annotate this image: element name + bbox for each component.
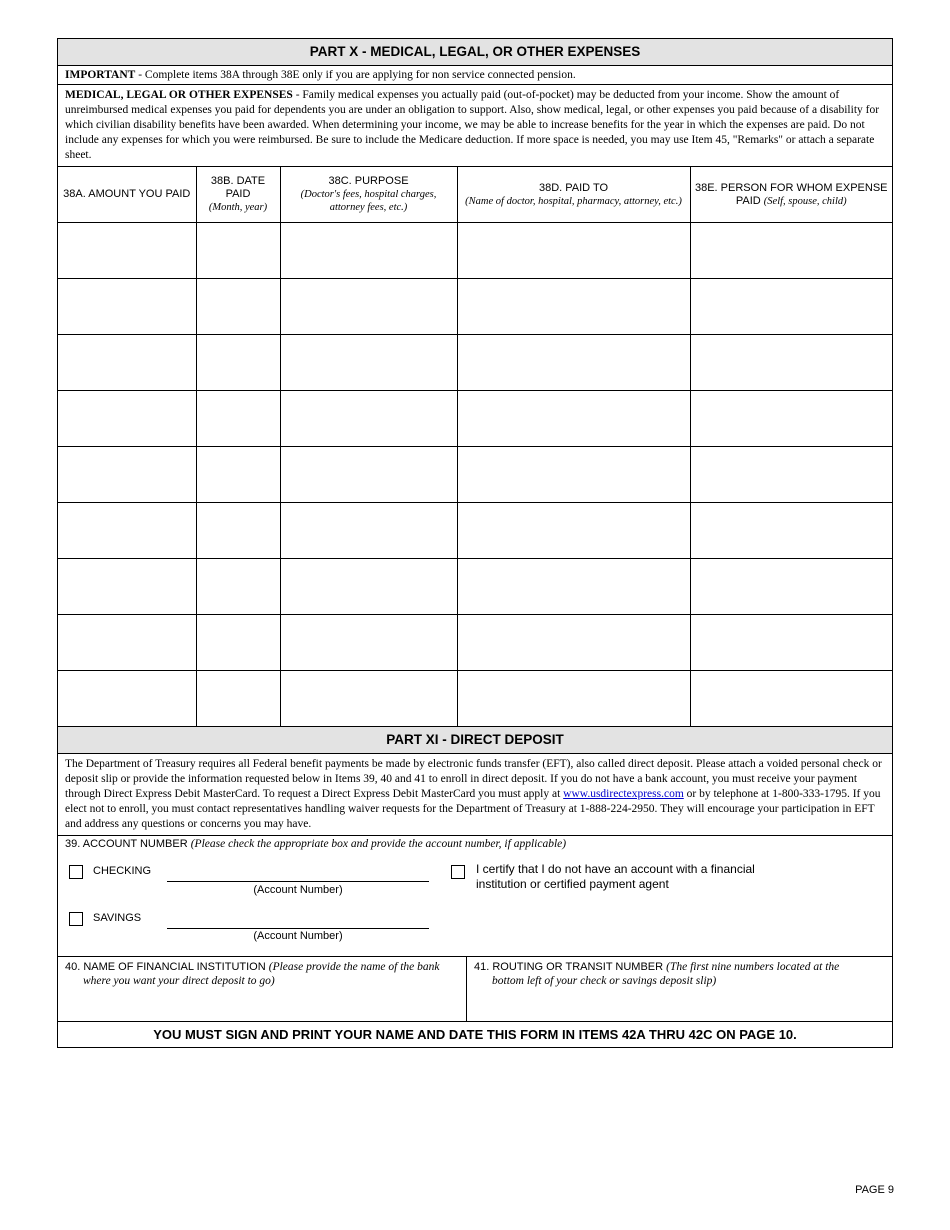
expense-row [58,447,892,503]
item41-label: 41. ROUTING OR TRANSIT NUMBER [474,961,664,973]
expense-cell-date[interactable] [196,223,280,279]
expense-row [58,615,892,671]
va-form-page [57,38,893,1048]
expense-cell-amount[interactable] [58,223,196,279]
expense-cell-purpose[interactable] [280,447,457,503]
expense-cell-person[interactable] [690,671,892,727]
expense-cell-paid-to[interactable] [457,335,690,391]
checking-account-input[interactable] [167,881,429,882]
routing-number-field[interactable] [467,957,892,1021]
item39-hint: (Please check the appropriate box and provide the account number, if applicable) [190,838,567,850]
col-header-amount: 38A. AMOUNT YOU PAID [58,167,196,223]
expense-cell-date[interactable] [196,279,280,335]
expense-cell-amount[interactable] [58,559,196,615]
col-purpose-sub: (Doctor's fees, hospital charges, attorney fees, etc.) [300,189,437,213]
col-header-paid-to: 38D. PAID TO (Name of doctor, hospital, pharmacy, attorney, etc.) [457,167,690,223]
item41-hint-1: (The first nine numbers located at the [666,961,840,973]
expense-cell-date[interactable] [196,559,280,615]
expense-cell-purpose[interactable] [280,391,457,447]
expense-row [58,279,892,335]
checking-checkbox[interactable] [69,865,83,879]
item40-label: 40. NAME OF FINANCIAL INSTITUTION [65,961,266,973]
expense-cell-date[interactable] [196,391,280,447]
expense-cell-amount[interactable] [58,447,196,503]
dd-intro-2: or by telephone at 1-800-333-1795. If you elect not to enroll, you must contact representatives handling waiver requests for the Department of Treasury at 1-888-224-2950. They will encourage your participation in EFT and address any questions or concerns you may have. [65,788,881,830]
expense-row [58,503,892,559]
savings-account-input[interactable] [167,928,429,929]
savings-label: SAVINGS [93,912,142,924]
item40-hint-1: (Please provide the name of the bank [268,961,440,973]
expense-cell-date[interactable] [196,615,280,671]
expense-cell-date[interactable] [196,447,280,503]
col-person-sub: (Self, spouse, child) [763,195,847,207]
expense-cell-paid-to[interactable] [457,447,690,503]
expense-cell-purpose[interactable] [280,503,457,559]
financial-institution-field[interactable] [58,957,467,1021]
expense-cell-date[interactable] [196,503,280,559]
expense-cell-paid-to[interactable] [457,615,690,671]
expense-cell-amount[interactable] [58,391,196,447]
medical-label: MEDICAL, LEGAL OR OTHER EXPENSES [65,89,293,101]
part-x-header: PART X - MEDICAL, LEGAL, OR OTHER EXPENSES [58,39,892,66]
expense-cell-paid-to[interactable] [457,671,690,727]
medical-expenses-instructions [58,85,892,167]
expense-cell-purpose[interactable] [280,671,457,727]
expense-cell-amount[interactable] [58,279,196,335]
page-number: PAGE 9 [855,1184,894,1196]
expense-cell-paid-to[interactable] [457,279,690,335]
expense-cell-person[interactable] [690,223,892,279]
expense-cell-amount[interactable] [58,335,196,391]
col-header-date: 38B. DATE PAID (Month, year) [196,167,280,223]
item39-title: 39. ACCOUNT NUMBER (Please check the appropriate box and provide the account number, if applicable) [65,838,567,850]
expenses-body [58,223,892,727]
expense-cell-person[interactable] [690,615,892,671]
expenses-header-row [58,167,892,223]
col-header-purpose: 38C. PURPOSE (Doctor's fees, hospital charges, attorney fees, etc.) [280,167,457,223]
medical-text: - Family medical expenses you actually paid (out-of-pocket) may be deducted from your income. Show the amount of unreimbursed medical expenses you paid for dependents you are under an obligation to support. Also, show medical, legal, or other expenses you paid because of a disability for which civilian disability benefits have been awarded. When determining your income, we may be able to increase benefits for the year in which the expenses are paid. Do not include any expenses for which you were reimbursed. Be sure to include the Medicare deduction. If more space is needed, you may use Item 45, "Remarks" or attach a separate sheet. [65,89,880,161]
expense-cell-amount[interactable] [58,671,196,727]
col-date-sub: (Month, year) [208,202,268,213]
account-number-section [58,836,892,957]
important-text: - Complete items 38A through 38E only if you are applying for non service connected pension. [135,69,576,81]
expense-cell-paid-to[interactable] [457,223,690,279]
no-account-certify-checkbox[interactable] [451,865,465,879]
expense-cell-person[interactable] [690,279,892,335]
expense-row [58,559,892,615]
item41-hint-2: bottom left of your check or savings deposit slip) [492,975,717,987]
item40-hint-2: where you want your direct deposit to go) [83,975,275,987]
expense-cell-person[interactable] [690,447,892,503]
direct-deposit-instructions [58,754,892,836]
expense-cell-paid-to[interactable] [457,391,690,447]
no-account-certify-text: I certify that I do not have an account with a financial institution or certified payment agent [476,862,755,891]
col-paid-to-sub: (Name of doctor, hospital, pharmacy, attorney, etc.) [465,195,682,207]
checking-account-caption: (Account Number) [253,884,343,896]
expense-cell-date[interactable] [196,335,280,391]
expense-row [58,391,892,447]
expense-cell-person[interactable] [690,503,892,559]
usdirectexpress-link[interactable]: www.usdirectexpress.com [563,788,684,800]
expense-cell-date[interactable] [196,671,280,727]
part-xi-header: PART XI - DIRECT DEPOSIT [58,727,892,754]
important-note [58,66,892,85]
col-header-person: 38E. PERSON FOR WHOM EXPENSE PAID (Self, spouse, child) [690,167,892,223]
sign-instruction: YOU MUST SIGN AND PRINT YOUR NAME AND DATE THIS FORM IN ITEMS 42A THRU 42C ON PAGE 10. [153,1027,797,1042]
savings-account-caption: (Account Number) [253,930,343,942]
expense-cell-person[interactable] [690,335,892,391]
expenses-table [58,167,892,727]
expense-cell-purpose[interactable] [280,335,457,391]
expense-cell-paid-to[interactable] [457,503,690,559]
expense-cell-purpose[interactable] [280,615,457,671]
expense-cell-paid-to[interactable] [457,559,690,615]
expense-cell-person[interactable] [690,391,892,447]
expense-cell-amount[interactable] [58,615,196,671]
dd-intro-1: The Department of Treasury requires all Federal benefit payments be made by electronic funds transfer (EFT), also called direct deposit. Please attach a voided personal check or deposit slip or provide the information requested below in Items 39, 40 and 41 to enroll in direct deposit. If you do not have a bank account, you must receive your payment through Direct Express Debit MasterCard. To request a Direct Express Debit MasterCard you must apply at [65,758,882,800]
expense-cell-amount[interactable] [58,503,196,559]
important-label: IMPORTANT [65,69,136,81]
savings-checkbox[interactable] [69,912,83,926]
expense-cell-purpose[interactable] [280,559,457,615]
expense-row [58,671,892,727]
expense-cell-purpose[interactable] [280,279,457,335]
checking-label: CHECKING [93,865,152,877]
expense-row [58,223,892,279]
expense-cell-person[interactable] [690,559,892,615]
expense-row [58,335,892,391]
expense-cell-purpose[interactable] [280,223,457,279]
bank-info-row [58,957,892,1022]
